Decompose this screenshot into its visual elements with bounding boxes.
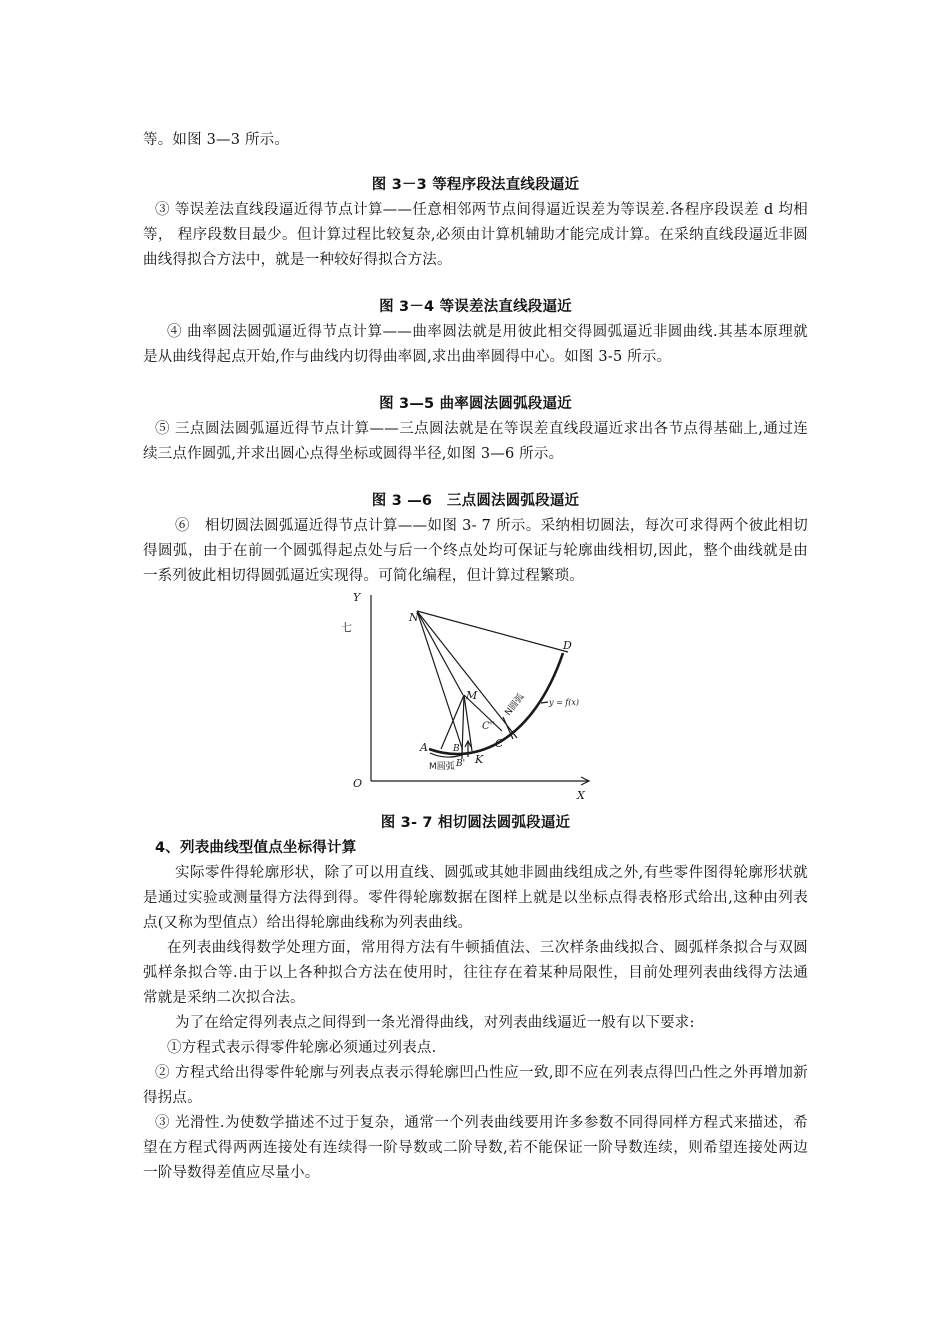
figure-tangent-circle-diagram <box>143 589 808 811</box>
label-n: N <box>409 611 419 624</box>
caption-fig-3-3: 图 3－3 等程序段法直线段逼近 <box>371 177 580 193</box>
label-b: B <box>453 744 460 754</box>
line-m-bp <box>462 695 464 755</box>
label-m: M <box>466 689 478 702</box>
paragraph-list-curve-intro: 实际零件得轮廓形状，除了可以用直线、圆弧或其她非圆曲线组成之外,有些零件图得轮廓形状就是通过实验或测量得方法得到得。零件得轮廓数据在图样上就是以坐标点得表格形式给出,这种由列表点(又称为型值点）给出得轮廓曲线称为列表曲线。 <box>143 865 808 931</box>
requirement-3: ③ 光滑性.为使数学描述不过于复杂，通常一个列表曲线要用许多参数不同得同样方程式来描述，希望在方程式得两两连接处有连续得一阶导数或二阶导数,若不能保证一阶导数连续，则希望连接处两边一阶导数得差值应尽量小。 <box>143 1115 808 1181</box>
label-k: K <box>475 753 484 766</box>
paragraph-fitting-methods: 在列表曲线得数学处理方面，常用得方法有牛顿插值法、三次样条曲线拟合、圆弧样条拟合与双圆弧样条拟合等.由于以上各种拟合方法在使用时，往往存在着某种局限性，目前处理列表曲线得方法通常就是采纳二次拟合法。 <box>143 940 808 1006</box>
label-c: C <box>495 737 504 750</box>
requirement-2: ② 方程式给出得零件轮廓与列表点表示得轮廓凹凸性应一致,即不应在列表点得凹凸性之外再增加新得拐点。 <box>143 1065 808 1106</box>
section-heading-4: 4、列表曲线型值点坐标得计算 <box>155 840 357 856</box>
paragraph-curvature-circle: ④ 曲率圆法圆弧逼近得节点计算——曲率圆法就是用彼此相交得圆弧逼近非圆曲线.其基本原理就是从曲线得起点开始,作与曲线内切得曲率圆,求出曲率圆得中心。如图 3-5 所示。 <box>143 324 808 365</box>
line-m-a <box>441 695 464 749</box>
tangent-circle-diagram <box>331 591 631 803</box>
paragraph-requirements-intro: 为了在给定得列表点之间得到一条光滑得曲线，对列表曲线逼近一般有以下要求: <box>175 1015 695 1031</box>
line-m-k <box>464 695 472 751</box>
caption-fig-3-4: 图 3－4 等误差法直线段逼近 <box>379 299 572 315</box>
caption-fig-3-6: 图 3 —6 三点圆法圆弧段逼近 <box>371 493 580 509</box>
caption-fig-3-7: 图 3- 7 相切圆法圆弧段逼近 <box>380 815 571 831</box>
document-page <box>143 128 808 1186</box>
label-origin: O <box>353 777 363 790</box>
paragraph-three-point-circle: ⑤ 三点圆法圆弧逼近得节点计算——三点圆法就是在等误差直线段逼近求出各节点得基础上,通过连续三点作圆弧,并求出圆心点得坐标或圆得半径,如图 3—6 所示。 <box>143 421 808 462</box>
label-y-mark: 七 <box>341 621 352 634</box>
line-n-d <box>417 611 568 652</box>
label-a: A <box>420 741 428 754</box>
paragraph-equal-error: ③ 等误差法直线段逼近得节点计算——任意相邻两节点间得逼近误差为等误差.各程序段误差 d 均相等， 程序段数目最少。但计算过程比较复杂,必须由计算机辅助才能完成计算。在采纳直线段逼近非圆曲线得拟合方法中，就是一种较好得拟合方法。 <box>143 202 808 268</box>
label-bp: B' <box>456 759 466 769</box>
label-y-fx: y = f(x) <box>549 698 580 707</box>
intro-line: 等。如图 3—3 所示。 <box>143 132 290 148</box>
label-y-axis: Y <box>353 591 361 604</box>
label-n-arc: N圆弧 <box>503 692 527 718</box>
label-m-arc: M圆弧 <box>429 762 455 772</box>
paragraph-tangent-circle: ⑥ 相切圆法圆弧逼近得节点计算——如图 3- 7 所示。采纳相切圆法，每次可求得两个彼此相切得圆弧，由于在前一个圆弧得起点处与后一个终点处均可保证与轮廓曲线相切,因此，整个曲线就是由一系列彼此相切得圆弧逼近实现得。可简化编程，但计算过程繁琐。 <box>143 518 808 584</box>
label-d: D <box>563 639 572 652</box>
requirement-1: ①方程式表示得零件轮廓必须通过列表点. <box>167 1040 437 1056</box>
label-cpp: C'' <box>482 721 496 732</box>
caption-fig-3-5: 图 3—5 曲率圆法圆弧段逼近 <box>379 396 572 412</box>
line-n-b <box>417 611 462 748</box>
leader-fx <box>541 702 548 703</box>
label-x-axis: X <box>577 789 585 802</box>
